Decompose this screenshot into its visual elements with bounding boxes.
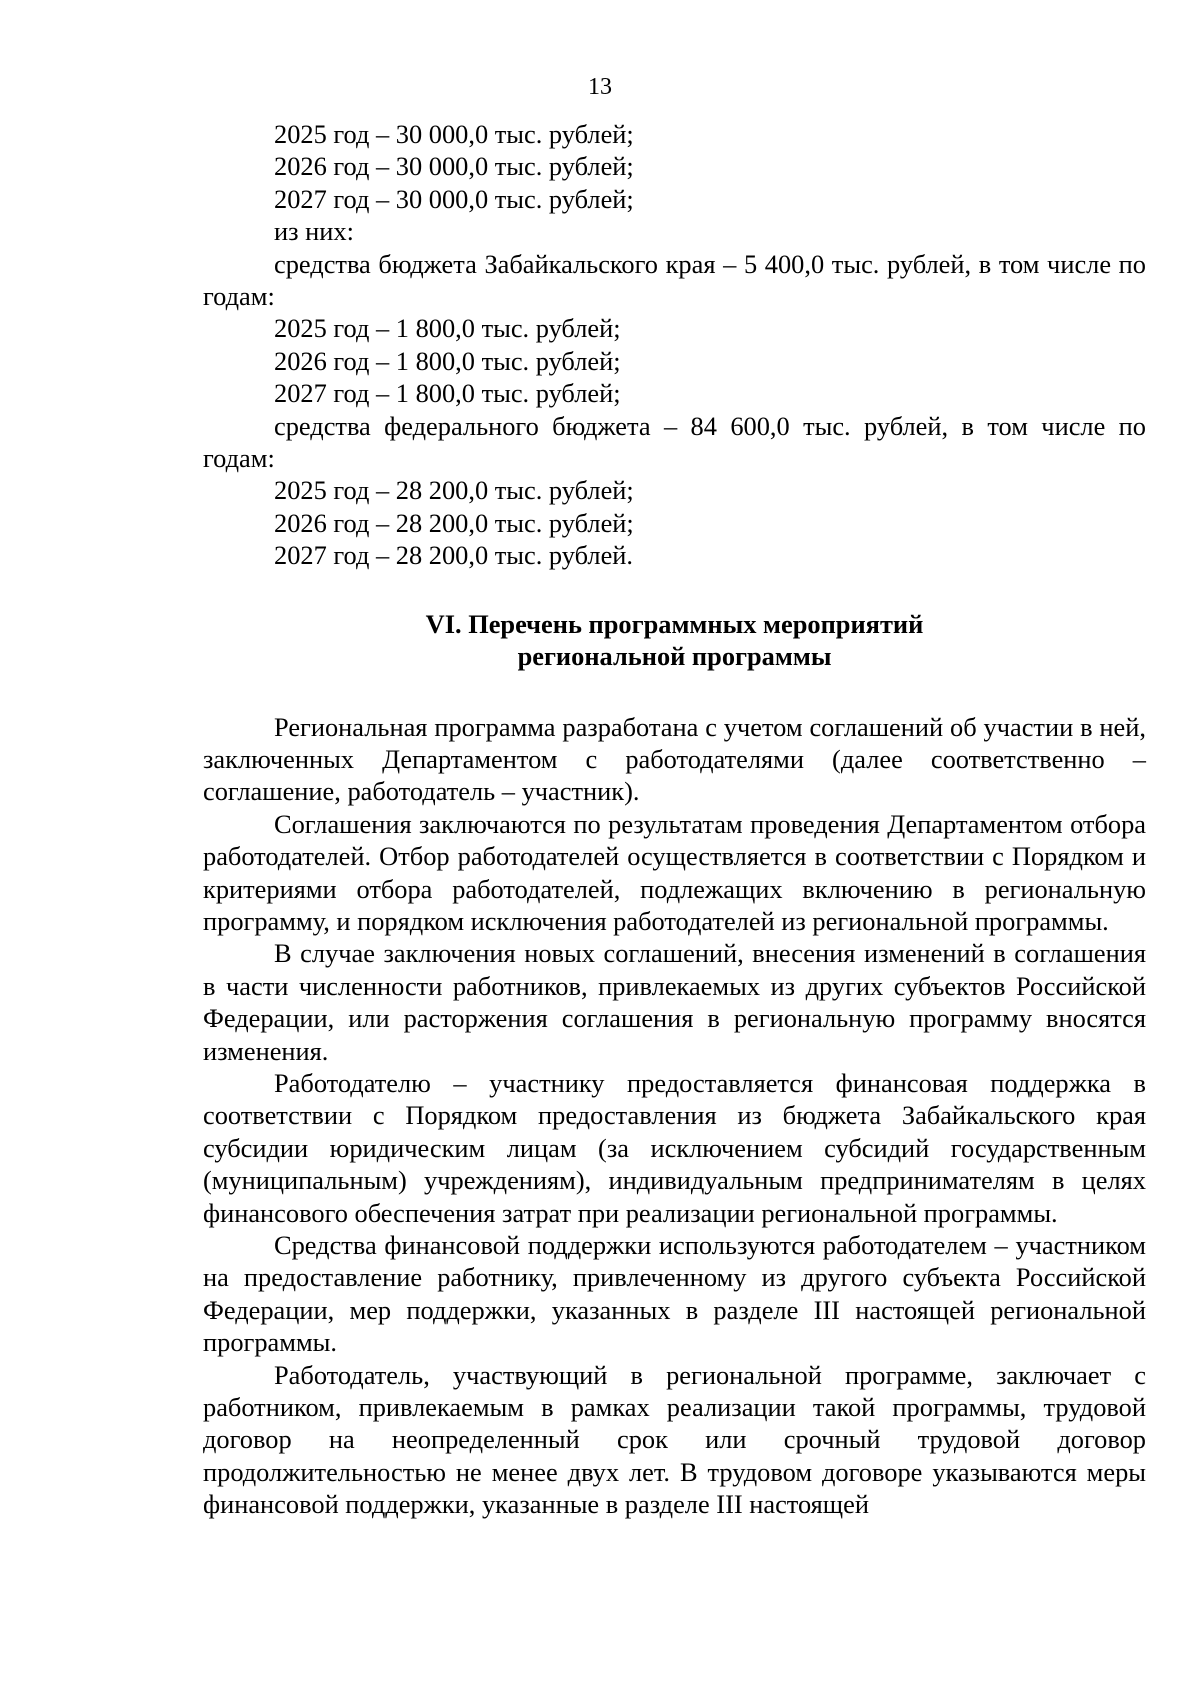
regional-budget-intro: средства бюджета Забайкальского края – 5 400,0 тыс. рублей, в том числе по годам: [203, 248, 1146, 312]
paragraph-employer-selection: Соглашения заключаются по результатам проведения Департаментом отбора работодателей. Отбор работодателей осуществляется в соответствии с Порядком и критериями отбора работодателей, подлежащих включению в региональную программу, и порядком исключения работодателей из региональной программы. [203, 808, 1146, 936]
funding-line-2026: 2026 год – 30 000,0 тыс. рублей; [274, 151, 634, 182]
regional-budget-2026: 2026 год – 1 800,0 тыс. рублей; [274, 345, 621, 376]
section-title-line-1: VI. Перечень программных мероприятий [425, 608, 924, 639]
paragraph-financial-support: Работодателю – участнику предоставляется финансовая поддержка в соответствии с Порядком предоставления из бюджета Забайкальского края субсидии юридическим лицам (за исключением субсидий государственным (муниципальным) учреждениям), индивидуальным предпринимателям в целях финансового обеспечения затрат при реализации региональной программы. [203, 1067, 1146, 1228]
paragraph-support-usage: Средства финансовой поддержки используются работодателем – участником на предоставление работнику, привлеченному из другого субъекта Российской Федерации, мер поддержки, указанных в разделе III настоящей региональной программы. [203, 1230, 1146, 1358]
federal-budget-2025: 2025 год – 28 200,0 тыс. рублей; [274, 475, 634, 506]
paragraph-program-agreements: Региональная программа разработана с учетом соглашений об участии в ней, заключенных Департаментом с работодателями (далее соответственно – соглашение, работодатель – участник). [203, 711, 1146, 807]
paragraph-program-changes: В случае заключения новых соглашений, внесения изменений в соглашения в части численности работников, привлекаемых из других субъектов Российской Федерации, или расторжения соглашения в региональную программу вносятся изменения. [203, 938, 1146, 1066]
funding-line-2027: 2027 год – 30 000,0 тыс. рублей; [274, 183, 634, 214]
page-number: 13 [588, 74, 612, 100]
funding-line-2025: 2025 год – 30 000,0 тыс. рублей; [274, 119, 634, 149]
page-content [203, 118, 1146, 1521]
federal-budget-intro: средства федерального бюджета – 84 600,0 тыс. рублей, в том числе по годам: [203, 410, 1146, 474]
paragraph-labor-contract: Работодатель, участвующий в региональной программе, заключает с работником, привлекаемым в рамках реализации такой программы, трудовой договор на неопределенный срок или срочный трудовой договор продолжительностью не менее двух лет. В трудовом договоре указываются меры финансовой поддержки, указанные в разделе III настоящей [203, 1359, 1146, 1520]
federal-budget-2027: 2027 год – 28 200,0 тыс. рублей. [274, 540, 634, 571]
regional-budget-2025: 2025 год – 1 800,0 тыс. рублей; [274, 313, 621, 344]
section-title-line-2: региональной программы [517, 641, 832, 672]
regional-budget-2027: 2027 год – 1 800,0 тыс. рублей; [274, 378, 621, 409]
funding-of-them: из них: [274, 216, 354, 247]
section-heading [203, 608, 1146, 673]
federal-budget-2026: 2026 год – 28 200,0 тыс. рублей; [274, 507, 634, 538]
